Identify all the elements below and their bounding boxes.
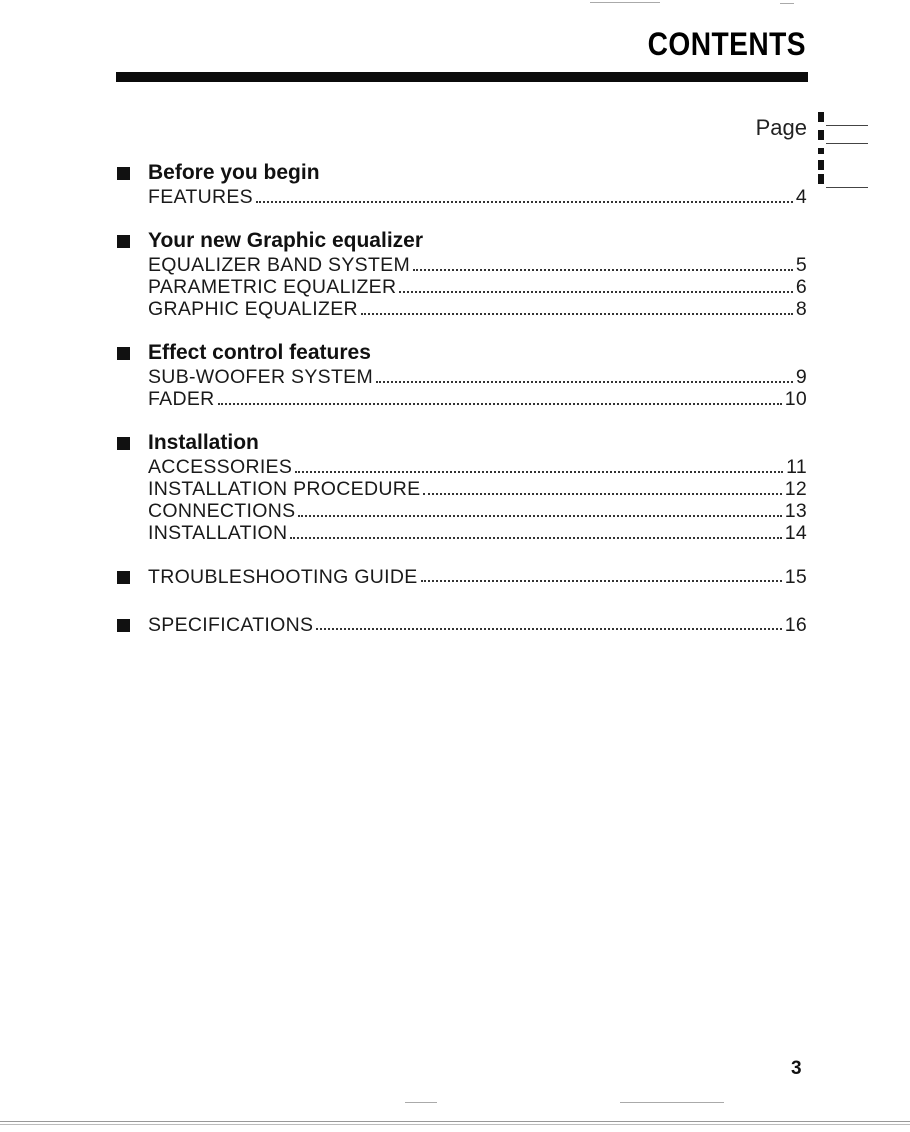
toc-entry-page: 5 [795, 254, 807, 276]
section-title: Before you begin [148, 161, 320, 184]
toc-entry[interactable] [148, 186, 807, 208]
toc-section [117, 612, 807, 638]
toc-entry-page: 12 [784, 478, 807, 500]
section-heading [117, 430, 807, 456]
toc-entry-label: ACCESSORIES [148, 456, 293, 478]
toc-section [117, 160, 807, 208]
toc-entry[interactable] [148, 276, 807, 298]
toc-entry-page: 6 [795, 276, 807, 298]
toc-entry-page: 15 [784, 565, 807, 588]
toc-entry-label: SPECIFICATIONS [148, 613, 314, 636]
section-title: Effect control features [148, 341, 371, 364]
toc-entry-label: EQUALIZER BAND SYSTEM [148, 254, 411, 276]
scan-speck [405, 1102, 437, 1103]
language-index-tabs [818, 112, 868, 192]
dot-leader [413, 269, 793, 271]
toc-entry-label: INSTALLATION [148, 522, 288, 544]
toc-entry[interactable] [148, 522, 807, 544]
toc-entry-label: SUB-WOOFER SYSTEM [148, 366, 374, 388]
dot-leader [421, 580, 782, 582]
toc-section [117, 430, 807, 544]
toc-entry[interactable] [148, 500, 807, 522]
toc-section [117, 564, 807, 590]
section-heading [117, 228, 807, 254]
toc-entry-label: FADER [148, 388, 215, 410]
toc-entry-page: 10 [784, 388, 807, 410]
toc-entry-page: 11 [786, 456, 807, 478]
bullet-square-icon [117, 167, 130, 180]
dot-leader [361, 313, 793, 315]
scan-speck [590, 2, 660, 3]
scan-speck [620, 1102, 724, 1103]
dot-leader [423, 493, 781, 495]
toc-entry-page: 16 [784, 613, 807, 636]
toc-entry[interactable] [148, 456, 807, 478]
dot-leader [316, 628, 781, 630]
dot-leader [399, 291, 793, 293]
bullet-square-icon [117, 437, 130, 450]
toc-entry-page: 9 [795, 366, 807, 388]
bullet-square-icon [117, 235, 130, 248]
bullet-square-icon [117, 571, 130, 584]
page-number: 3 [791, 1058, 802, 1079]
toc-entry-page: 8 [795, 298, 807, 320]
dot-leader [290, 537, 781, 539]
toc-entry[interactable] [148, 388, 807, 410]
bullet-square-icon [117, 347, 130, 360]
title-underline-bar [116, 72, 808, 82]
toc-section [117, 340, 807, 410]
toc-entry-label: INSTALLATION PROCEDURE [148, 478, 421, 500]
toc-entry[interactable] [117, 612, 807, 638]
toc-entry[interactable] [148, 478, 807, 500]
footer-rule [0, 1121, 910, 1125]
bullet-square-icon [117, 619, 130, 632]
page-column-label: Page [755, 115, 807, 140]
toc-entry[interactable] [117, 564, 807, 590]
toc-entry[interactable] [148, 298, 807, 320]
section-title: Your new Graphic equalizer [148, 229, 424, 252]
dot-leader [295, 471, 783, 473]
page-title: CONTENTS [647, 26, 806, 62]
toc-entry-page: 4 [795, 186, 807, 208]
section-heading [117, 340, 807, 366]
table-of-contents [117, 160, 807, 658]
toc-section [117, 228, 807, 320]
dot-leader [376, 381, 793, 383]
dot-leader [218, 403, 782, 405]
toc-entry-label: PARAMETRIC EQUALIZER [148, 276, 397, 298]
dot-leader [256, 201, 793, 203]
section-heading [117, 160, 807, 186]
scan-speck [780, 3, 794, 4]
toc-entry-label: GRAPHIC EQUALIZER [148, 298, 358, 320]
section-title: Installation [148, 431, 259, 454]
toc-entry[interactable] [148, 254, 807, 276]
toc-entry[interactable] [148, 366, 807, 388]
toc-entry-label: TROUBLESHOOTING GUIDE [148, 565, 418, 588]
dot-leader [298, 515, 781, 517]
toc-entry-label: CONNECTIONS [148, 500, 296, 522]
toc-entry-label: FEATURES [148, 186, 253, 208]
toc-entry-page: 13 [784, 500, 807, 522]
toc-entry-page: 14 [784, 522, 807, 544]
